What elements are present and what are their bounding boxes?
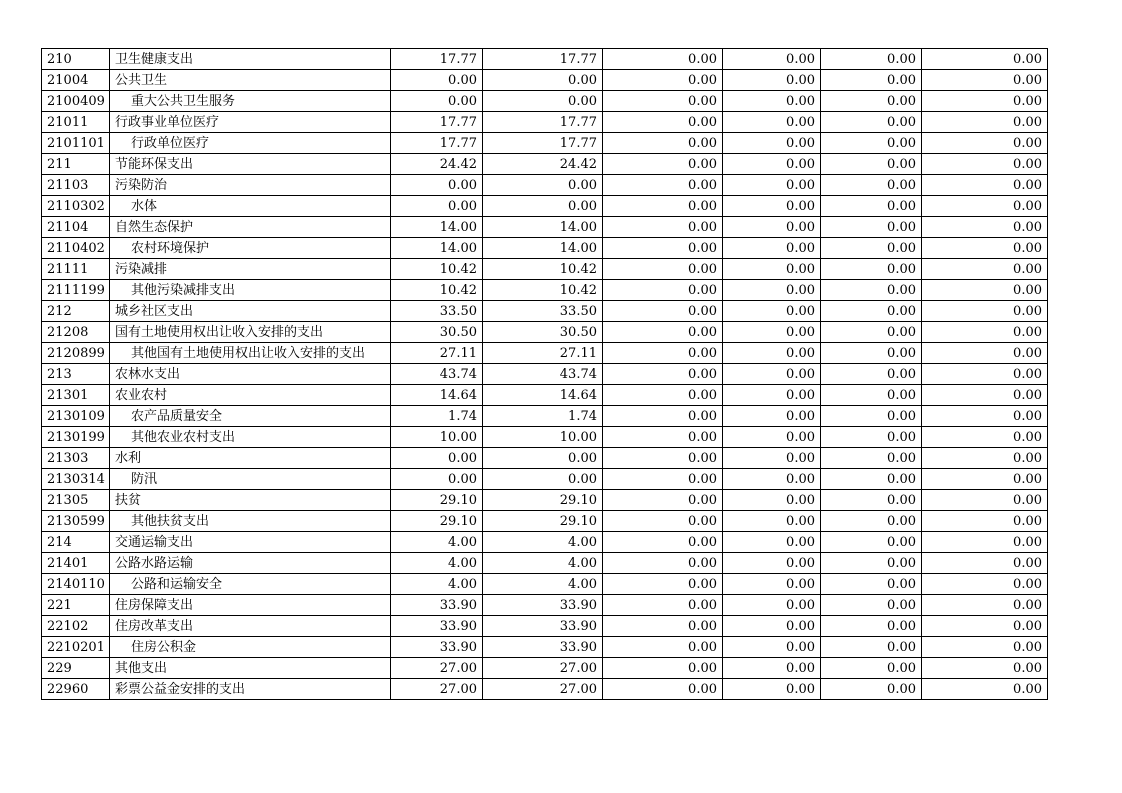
amount-cell: 0.00 [603,238,723,259]
amount-cell: 14.64 [391,385,483,406]
amount-cell: 0.00 [821,574,922,595]
subject-name-cell: 交通运输支出 [110,532,391,553]
amount-cell: 0.00 [723,511,821,532]
table-row [42,343,1048,364]
amount-cell: 0.00 [821,658,922,679]
amount-cell: 0.00 [603,532,723,553]
subject-name-cell: 污染减排 [110,259,391,280]
subject-code-cell: 21303 [42,448,110,469]
amount-cell: 0.00 [821,238,922,259]
amount-cell: 0.00 [483,70,603,91]
amount-cell: 0.00 [821,91,922,112]
subject-name-cell: 其他国有土地使用权出让收入安排的支出 [110,343,391,364]
amount-cell: 0.00 [723,427,821,448]
subject-code-cell: 221 [42,595,110,616]
amount-cell: 0.00 [821,259,922,280]
table-row [42,469,1048,490]
subject-code-cell: 2110302 [42,196,110,217]
table-row [42,406,1048,427]
amount-cell: 0.00 [821,511,922,532]
amount-cell: 0.00 [603,364,723,385]
table-row [42,91,1048,112]
subject-code-cell: 2111199 [42,280,110,301]
amount-cell: 0.00 [603,301,723,322]
amount-cell: 10.00 [483,427,603,448]
amount-cell: 0.00 [723,49,821,70]
subject-name-cell: 防汛 [110,469,391,490]
table-row [42,364,1048,385]
amount-cell: 0.00 [723,112,821,133]
subject-code-cell: 2120899 [42,343,110,364]
amount-cell: 0.00 [723,679,821,700]
amount-cell: 0.00 [922,112,1048,133]
amount-cell: 0.00 [821,280,922,301]
amount-cell: 43.74 [391,364,483,385]
subject-code-cell: 211 [42,154,110,175]
amount-cell: 0.00 [603,343,723,364]
table-row [42,217,1048,238]
amount-cell: 0.00 [603,70,723,91]
amount-cell: 0.00 [922,49,1048,70]
amount-cell: 24.42 [483,154,603,175]
amount-cell: 0.00 [922,469,1048,490]
table-body [42,49,1048,700]
amount-cell: 0.00 [723,469,821,490]
amount-cell: 29.10 [391,511,483,532]
amount-cell: 0.00 [603,406,723,427]
amount-cell: 1.74 [391,406,483,427]
amount-cell: 0.00 [723,553,821,574]
amount-cell: 4.00 [483,574,603,595]
amount-cell: 17.77 [391,49,483,70]
amount-cell: 30.50 [391,322,483,343]
table-row [42,133,1048,154]
amount-cell: 0.00 [603,574,723,595]
table-row [42,427,1048,448]
subject-name-cell: 节能环保支出 [110,154,391,175]
table-row [42,616,1048,637]
amount-cell: 0.00 [821,679,922,700]
subject-name-cell: 城乡社区支出 [110,301,391,322]
amount-cell: 33.90 [483,595,603,616]
table-row [42,448,1048,469]
amount-cell: 10.42 [483,259,603,280]
amount-cell: 4.00 [483,532,603,553]
subject-code-cell: 2210201 [42,637,110,658]
amount-cell: 0.00 [723,532,821,553]
amount-cell: 0.00 [723,175,821,196]
amount-cell: 17.77 [391,133,483,154]
amount-cell: 0.00 [723,259,821,280]
subject-code-cell: 21104 [42,217,110,238]
subject-name-cell: 其他农业农村支出 [110,427,391,448]
amount-cell: 0.00 [821,532,922,553]
amount-cell: 0.00 [922,511,1048,532]
amount-cell: 0.00 [603,658,723,679]
amount-cell: 17.77 [483,49,603,70]
subject-code-cell: 21103 [42,175,110,196]
table-row [42,70,1048,91]
amount-cell: 0.00 [723,238,821,259]
amount-cell: 0.00 [821,406,922,427]
table-row [42,595,1048,616]
amount-cell: 27.00 [483,658,603,679]
table-row [42,175,1048,196]
subject-name-cell: 其他支出 [110,658,391,679]
subject-name-cell: 农业农村 [110,385,391,406]
amount-cell: 0.00 [723,658,821,679]
amount-cell: 0.00 [391,196,483,217]
amount-cell: 0.00 [723,322,821,343]
amount-cell: 0.00 [821,217,922,238]
amount-cell: 0.00 [603,616,723,637]
subject-name-cell: 农村环境保护 [110,238,391,259]
subject-code-cell: 214 [42,532,110,553]
table-row [42,259,1048,280]
amount-cell: 0.00 [821,448,922,469]
amount-cell: 0.00 [821,427,922,448]
amount-cell: 43.74 [483,364,603,385]
subject-code-cell: 22102 [42,616,110,637]
amount-cell: 0.00 [922,217,1048,238]
amount-cell: 0.00 [603,91,723,112]
amount-cell: 0.00 [603,154,723,175]
subject-name-cell: 国有土地使用权出让收入安排的支出 [110,322,391,343]
amount-cell: 0.00 [821,595,922,616]
amount-cell: 0.00 [821,385,922,406]
subject-code-cell: 2101101 [42,133,110,154]
amount-cell: 0.00 [922,490,1048,511]
subject-name-cell: 彩票公益金安排的支出 [110,679,391,700]
amount-cell: 24.42 [391,154,483,175]
amount-cell: 0.00 [922,553,1048,574]
amount-cell: 33.50 [391,301,483,322]
table-row [42,154,1048,175]
amount-cell: 0.00 [922,595,1048,616]
table-row [42,280,1048,301]
amount-cell: 0.00 [821,469,922,490]
amount-cell: 0.00 [821,301,922,322]
amount-cell: 33.90 [483,616,603,637]
table-row [42,196,1048,217]
amount-cell: 0.00 [723,343,821,364]
subject-code-cell: 2130199 [42,427,110,448]
amount-cell: 0.00 [723,448,821,469]
subject-name-cell: 污染防治 [110,175,391,196]
subject-name-cell: 行政单位医疗 [110,133,391,154]
amount-cell: 0.00 [723,133,821,154]
amount-cell: 0.00 [723,406,821,427]
amount-cell: 0.00 [922,91,1048,112]
amount-cell: 0.00 [391,91,483,112]
amount-cell: 14.00 [483,238,603,259]
table-row [42,49,1048,70]
amount-cell: 0.00 [723,91,821,112]
amount-cell: 0.00 [603,490,723,511]
amount-cell: 0.00 [603,259,723,280]
table-row [42,385,1048,406]
amount-cell: 0.00 [922,448,1048,469]
amount-cell: 0.00 [821,322,922,343]
amount-cell: 0.00 [723,280,821,301]
subject-code-cell: 21111 [42,259,110,280]
amount-cell: 0.00 [922,154,1048,175]
amount-cell: 0.00 [603,280,723,301]
subject-code-cell: 213 [42,364,110,385]
amount-cell: 0.00 [821,70,922,91]
amount-cell: 33.90 [483,637,603,658]
amount-cell: 33.90 [391,637,483,658]
subject-code-cell: 2130314 [42,469,110,490]
amount-cell: 0.00 [922,364,1048,385]
subject-code-cell: 21305 [42,490,110,511]
expenditure-table [41,48,1048,700]
amount-cell: 0.00 [821,616,922,637]
table-row [42,658,1048,679]
subject-code-cell: 229 [42,658,110,679]
amount-cell: 0.00 [603,679,723,700]
table-row [42,679,1048,700]
subject-name-cell: 其他扶贫支出 [110,511,391,532]
amount-cell: 0.00 [603,175,723,196]
amount-cell: 0.00 [723,574,821,595]
amount-cell: 0.00 [603,595,723,616]
amount-cell: 0.00 [483,469,603,490]
amount-cell: 0.00 [483,91,603,112]
amount-cell: 0.00 [821,154,922,175]
amount-cell: 0.00 [922,532,1048,553]
subject-name-cell: 卫生健康支出 [110,49,391,70]
amount-cell: 0.00 [922,175,1048,196]
amount-cell: 0.00 [922,616,1048,637]
table-row [42,112,1048,133]
subject-code-cell: 2130109 [42,406,110,427]
amount-cell: 17.77 [483,112,603,133]
amount-cell: 0.00 [922,637,1048,658]
amount-cell: 0.00 [603,448,723,469]
amount-cell: 0.00 [603,112,723,133]
amount-cell: 14.00 [483,217,603,238]
amount-cell: 0.00 [922,679,1048,700]
amount-cell: 0.00 [391,175,483,196]
amount-cell: 0.00 [723,364,821,385]
subject-name-cell: 住房改革支出 [110,616,391,637]
amount-cell: 0.00 [483,448,603,469]
subject-name-cell: 公路水路运输 [110,553,391,574]
amount-cell: 0.00 [723,217,821,238]
amount-cell: 0.00 [922,427,1048,448]
subject-code-cell: 21301 [42,385,110,406]
table-row [42,238,1048,259]
subject-code-cell: 21011 [42,112,110,133]
amount-cell: 0.00 [922,196,1048,217]
amount-cell: 17.77 [483,133,603,154]
amount-cell: 0.00 [603,385,723,406]
amount-cell: 4.00 [483,553,603,574]
subject-code-cell: 212 [42,301,110,322]
subject-name-cell: 农林水支出 [110,364,391,385]
amount-cell: 4.00 [391,574,483,595]
table-row [42,574,1048,595]
subject-name-cell: 重大公共卫生服务 [110,91,391,112]
amount-cell: 0.00 [483,196,603,217]
subject-name-cell: 自然生态保护 [110,217,391,238]
subject-name-cell: 水体 [110,196,391,217]
amount-cell: 0.00 [723,616,821,637]
amount-cell: 0.00 [603,553,723,574]
amount-cell: 29.10 [391,490,483,511]
amount-cell: 0.00 [922,133,1048,154]
amount-cell: 27.11 [483,343,603,364]
amount-cell: 27.11 [391,343,483,364]
amount-cell: 27.00 [391,679,483,700]
subject-name-cell: 公共卫生 [110,70,391,91]
amount-cell: 0.00 [723,595,821,616]
table-row [42,490,1048,511]
amount-cell: 0.00 [603,469,723,490]
amount-cell: 1.74 [483,406,603,427]
subject-name-cell: 其他污染减排支出 [110,280,391,301]
amount-cell: 0.00 [723,301,821,322]
amount-cell: 0.00 [391,448,483,469]
amount-cell: 33.90 [391,595,483,616]
amount-cell: 0.00 [821,112,922,133]
table-row [42,553,1048,574]
subject-code-cell: 210 [42,49,110,70]
amount-cell: 0.00 [821,49,922,70]
amount-cell: 0.00 [821,637,922,658]
amount-cell: 0.00 [922,259,1048,280]
amount-cell: 27.00 [391,658,483,679]
amount-cell: 14.00 [391,238,483,259]
amount-cell: 29.10 [483,511,603,532]
amount-cell: 29.10 [483,490,603,511]
amount-cell: 4.00 [391,532,483,553]
amount-cell: 0.00 [603,322,723,343]
amount-cell: 30.50 [483,322,603,343]
amount-cell: 10.42 [483,280,603,301]
table-row [42,322,1048,343]
subject-name-cell: 扶贫 [110,490,391,511]
amount-cell: 27.00 [483,679,603,700]
amount-cell: 0.00 [922,343,1048,364]
amount-cell: 0.00 [821,553,922,574]
amount-cell: 0.00 [723,154,821,175]
amount-cell: 0.00 [391,70,483,91]
amount-cell: 0.00 [922,658,1048,679]
amount-cell: 14.00 [391,217,483,238]
table-row [42,301,1048,322]
amount-cell: 0.00 [922,70,1048,91]
amount-cell: 0.00 [922,385,1048,406]
amount-cell: 0.00 [603,133,723,154]
amount-cell: 17.77 [391,112,483,133]
subject-code-cell: 2110402 [42,238,110,259]
subject-code-cell: 2100409 [42,91,110,112]
amount-cell: 0.00 [821,175,922,196]
amount-cell: 0.00 [723,637,821,658]
amount-cell: 33.90 [391,616,483,637]
subject-code-cell: 21004 [42,70,110,91]
amount-cell: 0.00 [391,469,483,490]
amount-cell: 0.00 [821,133,922,154]
amount-cell: 0.00 [603,511,723,532]
subject-code-cell: 2140110 [42,574,110,595]
amount-cell: 0.00 [922,406,1048,427]
amount-cell: 0.00 [603,637,723,658]
amount-cell: 4.00 [391,553,483,574]
subject-code-cell: 21208 [42,322,110,343]
amount-cell: 0.00 [821,196,922,217]
subject-code-cell: 2130599 [42,511,110,532]
table-row [42,511,1048,532]
amount-cell: 10.00 [391,427,483,448]
subject-name-cell: 行政事业单位医疗 [110,112,391,133]
amount-cell: 0.00 [723,70,821,91]
subject-name-cell: 水利 [110,448,391,469]
amount-cell: 0.00 [821,343,922,364]
amount-cell: 0.00 [603,217,723,238]
amount-cell: 33.50 [483,301,603,322]
amount-cell: 0.00 [723,385,821,406]
amount-cell: 0.00 [821,490,922,511]
subject-code-cell: 21401 [42,553,110,574]
table-row [42,637,1048,658]
amount-cell: 0.00 [723,490,821,511]
subject-name-cell: 住房公积金 [110,637,391,658]
subject-name-cell: 公路和运输安全 [110,574,391,595]
amount-cell: 0.00 [922,322,1048,343]
amount-cell: 0.00 [603,49,723,70]
table-row [42,532,1048,553]
amount-cell: 0.00 [603,427,723,448]
amount-cell: 10.42 [391,259,483,280]
amount-cell: 0.00 [603,196,723,217]
amount-cell: 10.42 [391,280,483,301]
amount-cell: 0.00 [922,301,1048,322]
amount-cell: 0.00 [922,574,1048,595]
amount-cell: 0.00 [483,175,603,196]
subject-code-cell: 22960 [42,679,110,700]
amount-cell: 0.00 [922,280,1048,301]
amount-cell: 0.00 [723,196,821,217]
amount-cell: 14.64 [483,385,603,406]
subject-name-cell: 农产品质量安全 [110,406,391,427]
amount-cell: 0.00 [922,238,1048,259]
amount-cell: 0.00 [821,364,922,385]
subject-name-cell: 住房保障支出 [110,595,391,616]
